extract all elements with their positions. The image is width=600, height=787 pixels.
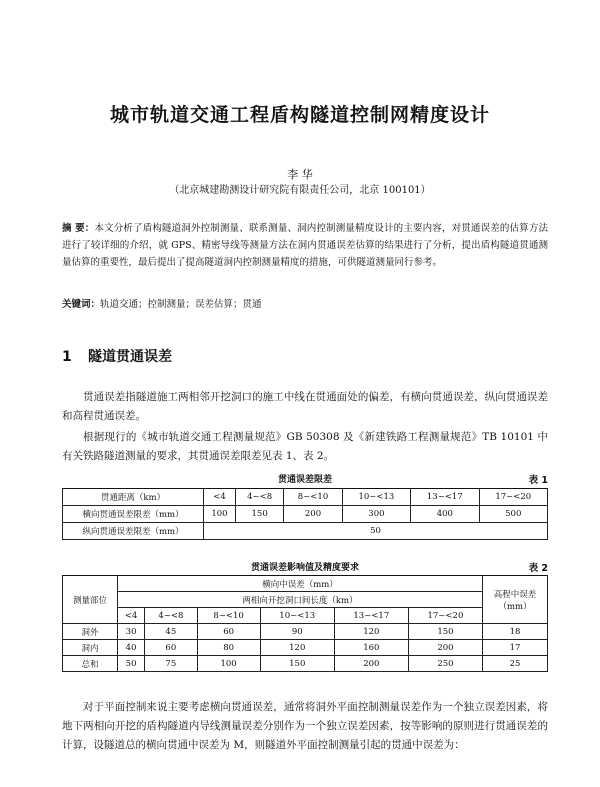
table2-row-label: 洞外: [63, 624, 118, 640]
table-row: [63, 640, 548, 656]
keywords: [62, 296, 548, 310]
table-cell: 120: [260, 640, 334, 656]
table-row: [63, 624, 548, 640]
table-cell: 40: [118, 640, 145, 656]
table2-col-header: 13~<17: [334, 608, 408, 624]
table-cell: 75: [145, 656, 197, 672]
table-cell: 250: [408, 656, 482, 672]
table-cell: 100: [197, 656, 260, 672]
table1-col-header: 13~<17: [411, 489, 479, 506]
abstract-label: 摘 要：: [62, 223, 95, 234]
table-row: [63, 506, 548, 523]
table-row: [63, 608, 548, 624]
table-1: [62, 488, 548, 540]
table-row: [63, 576, 548, 592]
table-row: [63, 656, 548, 672]
table1-col-header: 8~<10: [284, 489, 342, 506]
table1-title: 贯通误差限差: [277, 475, 332, 485]
table1-row-header: 贯通距离（km）: [63, 489, 204, 506]
table2-row-label: 总和: [63, 656, 118, 672]
table1-number: 表 1: [528, 475, 548, 486]
table2-col-header: 8~<10: [197, 608, 260, 624]
table-cell: 25: [483, 656, 548, 672]
abstract-text: 本文分析了盾构隧道洞外控制测量、联系测量、洞内控制测量精度设计的主要内容，对贯通误差的估算方法进行了较详细的介绍，就 GPS、精密导线等测量方法在洞内贯通误差估算的结果进行了分析，提出盾构隧道贯通测量估算的重要性，最后提出了提高隧道洞内控制测量精度的措施，可供隧道测量同行参考。: [62, 223, 548, 268]
table-cell: 45: [145, 624, 197, 640]
table2-elev-header: 高程中误差（mm）: [483, 576, 548, 624]
table-cell: 80: [197, 640, 260, 656]
table-cell: 17: [483, 640, 548, 656]
table-cell: 500: [479, 506, 547, 523]
table2-col-header: <4: [118, 608, 145, 624]
table-cell: 50: [118, 656, 145, 672]
table2-col-header: 4~<8: [145, 608, 197, 624]
table-cell: 400: [411, 506, 479, 523]
table2-part-header: 测量部位: [63, 576, 118, 624]
author-name: 李 华: [287, 168, 313, 181]
table-cell: 90: [260, 624, 334, 640]
table2-col-header: 10~<13: [260, 608, 334, 624]
table-cell: 100: [204, 506, 236, 523]
table1-col-header: <4: [204, 489, 236, 506]
keywords-label: 关键词：: [62, 299, 101, 310]
abstract: [62, 220, 548, 271]
keywords-text: 轨道交通；控制测量；误差估算；贯通: [100, 299, 262, 310]
table2-col-header: 17~<20: [408, 608, 482, 624]
section-heading: [62, 346, 172, 366]
table-2: [62, 575, 548, 672]
table-cell: 150: [235, 506, 283, 523]
table-cell: 200: [408, 640, 482, 656]
table2-title: 贯通误差影响值及精度要求: [250, 563, 359, 573]
paragraph-2: 根据现行的《城市轨道交通工程测量规范》GB 50308 及《新建铁路工程测量规范》TB 10101 中有关铁路隧道测量的要求，其贯通误差限差见表 1、表 2。: [62, 431, 548, 462]
table-cell: 200: [334, 656, 408, 672]
table1-col-header: 10~<13: [342, 489, 410, 506]
paragraph-3: 对于平面控制来说主要考虑横向贯通误差，通常将洞外平面控制测量误差作为一个独立误差因素，将地下两相向开挖的盾构隧道内导线测量误差分别作为一个独立误差因素，按等影响的原则进行贯通误差的计算，设隧道总的横向贯通中误差为 M，则隧道外平面控制测量引起的贯通中误差为：: [62, 701, 548, 751]
table2-lateral-header: 横向中误差（mm）: [118, 576, 483, 592]
table-cell: 50: [204, 523, 548, 540]
table-cell: 160: [334, 640, 408, 656]
table-row: [63, 592, 548, 608]
table2-row-label: 洞内: [63, 640, 118, 656]
author-affiliation: （北京城建勘测设计研究院有限责任公司，北京 100101）: [169, 185, 431, 196]
paragraph-1: 贯通误差指隧道施工两相邻开挖洞口的施工中线在贯通面处的偏差，有横向贯通误差，纵向贯通误差和高程贯通误差。: [62, 391, 548, 422]
table-cell: 150: [260, 656, 334, 672]
table1-row-header: 横向贯通误差限差（mm）: [63, 506, 204, 523]
table-row: [63, 523, 548, 540]
table-cell: 60: [145, 640, 197, 656]
table-cell: 18: [483, 624, 548, 640]
table-cell: 150: [408, 624, 482, 640]
table2-number: 表 2: [528, 563, 548, 574]
table-cell: 60: [197, 624, 260, 640]
paper-title: 城市轨道交通工程盾构隧道控制网精度设计: [109, 104, 490, 126]
table2-length-header: 两相向开挖洞口间长度（km）: [118, 592, 483, 608]
table-cell: 300: [342, 506, 410, 523]
table1-col-header: 17~<20: [479, 489, 547, 506]
table-cell: 30: [118, 624, 145, 640]
section-number: 1: [62, 349, 72, 365]
table-cell: 200: [284, 506, 342, 523]
table1-col-header: 4~<8: [235, 489, 283, 506]
table-cell: 120: [334, 624, 408, 640]
table-row: [63, 489, 548, 506]
section-title: 隧道贯通误差: [88, 349, 172, 365]
table1-row-header: 纵向贯通误差限差（mm）: [63, 523, 204, 540]
